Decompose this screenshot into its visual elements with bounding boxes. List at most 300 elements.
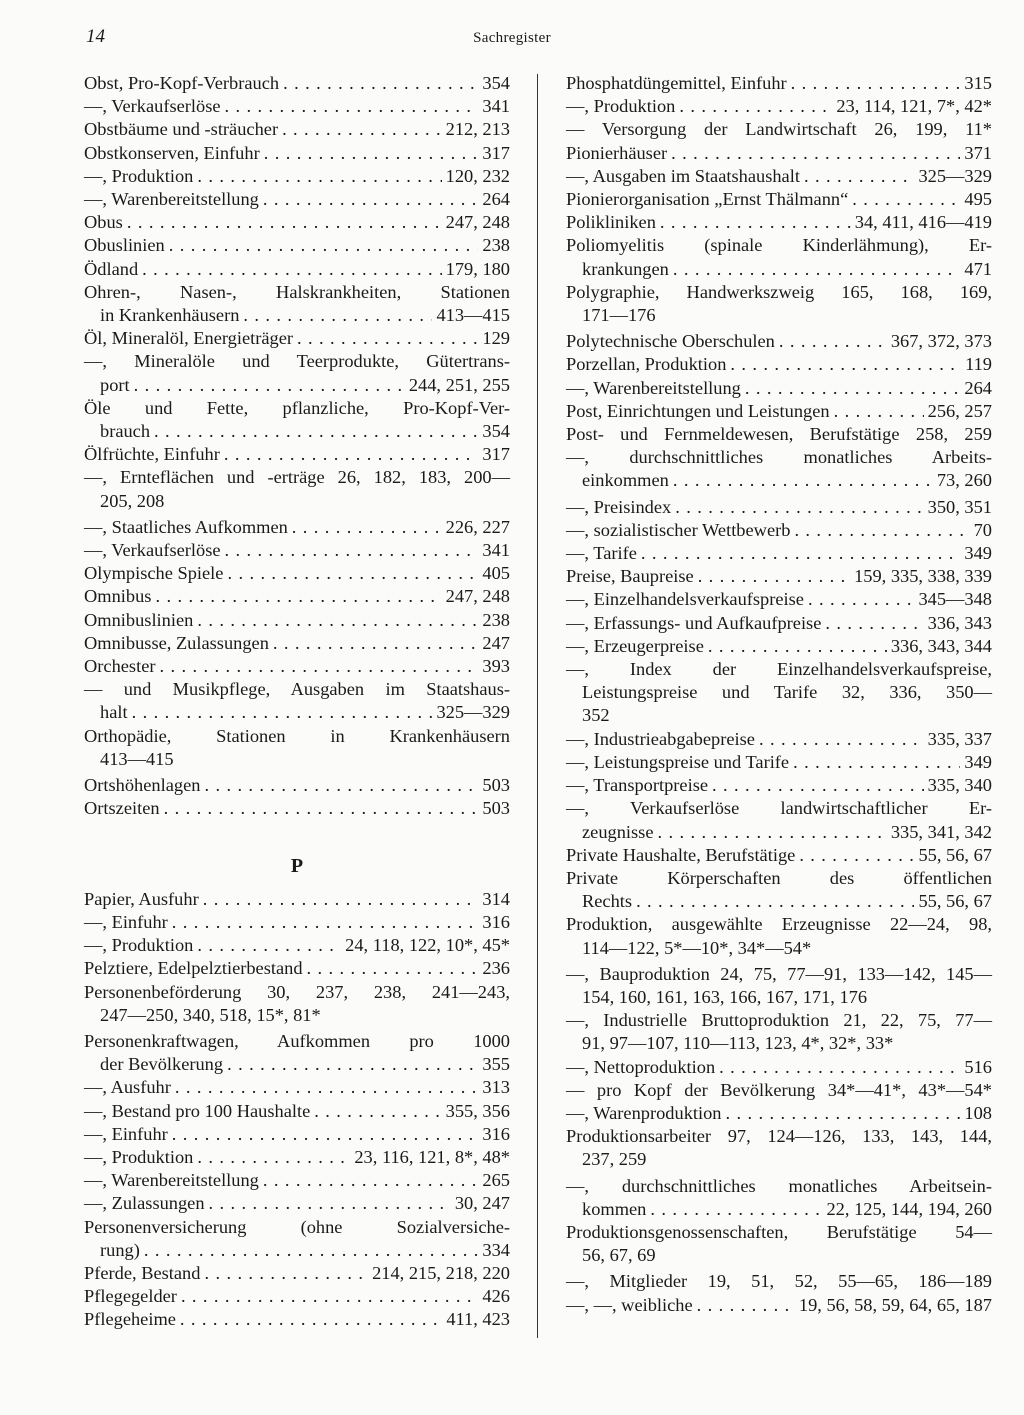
index-entry-line: [84, 701, 510, 724]
dot-leader: [673, 258, 961, 281]
page-references: 516: [964, 1056, 992, 1077]
page-references: 503: [482, 798, 510, 819]
dot-leader: [791, 72, 961, 95]
page-references: 355: [482, 1054, 510, 1075]
index-entry-line: [566, 1198, 992, 1221]
index-term: —, Verkaufserlöse: [84, 96, 221, 117]
dot-leader: [225, 95, 479, 118]
dot-leader: [197, 1146, 350, 1169]
index-entry-line: [84, 632, 510, 655]
index-entry-line: [566, 165, 992, 188]
index-term: Private Haushalte, Berufstätige: [566, 844, 796, 865]
index-term: Ortszeiten: [84, 798, 160, 819]
index-entry-line: [84, 981, 510, 1004]
index-term: Post- und Fernmeldewesen, Berufstätige 258, 259: [566, 424, 992, 445]
index-entry-line: [84, 911, 510, 934]
index-term: Pferde, Bestand: [84, 1262, 201, 1283]
index-entry-line: [566, 1056, 992, 1079]
index-term: Polytechnische Oberschulen: [566, 331, 775, 352]
index-entry: [84, 258, 510, 281]
running-head: Sachregister: [473, 30, 551, 46]
index-entry-line: [84, 678, 510, 701]
index-entry-line: [84, 1308, 510, 1331]
page-references: 315: [964, 73, 992, 93]
page-references: 316: [482, 911, 510, 932]
page-references: 313: [482, 1077, 510, 1098]
column-divider: [537, 74, 538, 1338]
index-entry: [566, 165, 992, 188]
page-references: 317: [482, 142, 510, 163]
dot-leader: [144, 1239, 479, 1262]
index-term: halt: [100, 702, 128, 723]
index-term: einkommen: [582, 470, 669, 491]
index-term: rung): [100, 1239, 140, 1260]
index-entry-line: [566, 330, 992, 353]
index-entry: [84, 466, 510, 512]
index-entry-line: [84, 1262, 510, 1285]
dot-leader: [154, 420, 478, 443]
index-entry: [84, 1100, 510, 1123]
dot-leader: [175, 1076, 479, 1099]
index-term: —, Produktion: [566, 96, 676, 117]
index-term: —, Erzeugerpreise: [566, 635, 704, 656]
index-entry-line: [84, 585, 510, 608]
dot-leader: [273, 632, 478, 655]
dot-leader: [650, 1198, 822, 1221]
index-term: Ödland: [84, 258, 139, 279]
index-entry-line: [84, 1123, 510, 1146]
index-entry-line: [566, 612, 992, 635]
index-term: —, Warenproduktion: [566, 1102, 722, 1123]
index-entry-line: [566, 1221, 992, 1244]
index-entry-line: [566, 913, 992, 936]
index-entry: [84, 72, 510, 95]
index-entry-line: [84, 95, 510, 118]
index-term: 56, 67, 69: [582, 1245, 656, 1266]
index-entry: [84, 725, 510, 771]
index-entry-line: [566, 658, 992, 681]
index-entry: [566, 519, 992, 542]
index-term: Pelztiere, Edelpelztierbestand: [84, 958, 303, 979]
index-term: 91, 97—107, 110—113, 123, 4*, 32*, 33*: [582, 1033, 894, 1054]
page-references: 244, 251, 255: [408, 374, 510, 395]
index-entry: [84, 443, 510, 466]
index-term: —, Verkaufserlöse landwirtschaftlicher Er-: [566, 798, 992, 819]
page-references: 73, 260: [936, 470, 992, 491]
index-entry: [84, 1146, 510, 1169]
page-references: 325—329: [918, 165, 992, 186]
index-term: —, Ausfuhr: [84, 1077, 171, 1098]
index-entry-line: [566, 635, 992, 658]
index-entry: [566, 774, 992, 797]
index-entry: [84, 1216, 510, 1262]
index-entry-line: [566, 377, 992, 400]
index-entry: [566, 1079, 992, 1102]
page-references: 317: [482, 444, 510, 465]
dot-leader: [224, 443, 479, 466]
index-entry: [566, 118, 992, 141]
page-references: 341: [482, 96, 510, 117]
index-entry-line: [84, 1239, 510, 1262]
dot-leader: [264, 142, 479, 165]
index-entry-line: [84, 118, 510, 141]
index-entry-line: [84, 1192, 510, 1215]
page-references: 405: [482, 563, 510, 584]
index-entry-line: [84, 443, 510, 466]
index-term: Produktionsgenossenschaften, Berufstätige 54—: [566, 1221, 992, 1242]
index-entry-line: [566, 844, 992, 867]
index-entry: [566, 142, 992, 165]
index-entry: [84, 632, 510, 655]
index-entry-line: [84, 188, 510, 211]
page-references: 349: [964, 543, 992, 564]
index-entry-line: [84, 258, 510, 281]
index-entry-line: [84, 374, 510, 397]
index-entry-line: [566, 353, 992, 376]
dot-leader: [164, 797, 479, 820]
index-entry-line: [566, 519, 992, 542]
page-references: 120, 232: [445, 165, 510, 186]
page-references: 334: [482, 1239, 510, 1260]
index-entry-line: [566, 496, 992, 519]
dot-leader: [673, 469, 933, 492]
dot-leader: [172, 1123, 479, 1146]
dot-leader: [671, 142, 960, 165]
index-entry: [566, 423, 992, 446]
index-term: Personenversicherung (ohne Sozialversiche-: [84, 1216, 510, 1237]
index-term: Obstbäume und -sträucher: [84, 119, 279, 140]
page-references: 471: [964, 258, 992, 279]
index-entry-line: [566, 1032, 992, 1055]
page-references: 119: [965, 354, 992, 375]
index-entry-line: [566, 400, 992, 423]
page-references: 335, 337: [927, 728, 992, 749]
dot-leader: [292, 516, 442, 539]
page-references: 335, 340: [927, 775, 992, 796]
page-references: 341: [482, 540, 510, 561]
index-entry-line: [566, 72, 992, 95]
index-entry-line: [566, 1244, 992, 1267]
index-entry: [566, 1102, 992, 1125]
index-entry: [84, 774, 510, 797]
index-entry: [566, 728, 992, 751]
index-entry: [84, 1308, 510, 1331]
dot-leader: [203, 888, 479, 911]
page-references: 354: [482, 421, 510, 442]
index-entry: [84, 1285, 510, 1308]
index-term: —, Produktion: [84, 935, 194, 956]
index-entry-line: [84, 327, 510, 350]
page-references: 24, 118, 122, 10*, 45*: [345, 935, 510, 956]
index-entry: [84, 281, 510, 327]
index-entry: [566, 867, 992, 913]
index-term: Öl, Mineralöl, Energieträger: [84, 328, 294, 349]
index-term: —, Warenbereitstellung: [566, 377, 741, 398]
page-references: 23, 114, 121, 7*, 42*: [836, 96, 992, 117]
index-term: Pflegegelder: [84, 1286, 177, 1307]
index-entry: [84, 188, 510, 211]
index-term: — und Musikpflege, Ausgaben im Staatshaus-: [84, 679, 510, 700]
index-entry: [84, 609, 510, 632]
dot-leader: [808, 588, 914, 611]
index-term: Omnibus: [84, 586, 152, 607]
dot-leader: [794, 519, 969, 542]
index-entry-line: [84, 1004, 510, 1027]
dot-leader: [142, 258, 441, 281]
index-entry-line: [566, 1079, 992, 1102]
dot-leader: [307, 957, 479, 980]
index-term: —, Verkaufserlöse: [84, 540, 221, 561]
dot-leader: [282, 118, 442, 141]
index-entry-line: [84, 516, 510, 539]
dot-leader: [172, 911, 479, 934]
dot-leader: [197, 609, 478, 632]
index-entry-line: [566, 258, 992, 281]
index-term: —, Tarife: [566, 543, 637, 564]
index-term: Ölfrüchte, Einfuhr: [84, 444, 220, 465]
index-term: —, durchschnittliches monatliches Arbeitsein-: [566, 1175, 992, 1196]
index-term: Phosphatdüngemittel, Einfuhr: [566, 73, 787, 93]
page-references: 23, 116, 121, 8*, 48*: [354, 1146, 510, 1167]
index-term: —, Zulassungen: [84, 1193, 205, 1214]
dot-leader: [730, 353, 961, 376]
index-entry: [84, 539, 510, 562]
index-entry-line: [84, 281, 510, 304]
page-references: 19, 56, 58, 59, 64, 65, 187: [798, 1294, 992, 1315]
page-references: 236: [482, 958, 510, 979]
index-term: —, Preisindex: [566, 496, 672, 517]
index-entry-line: [566, 774, 992, 797]
page-references: 108: [964, 1102, 992, 1123]
page-references: 55, 56, 67: [918, 891, 992, 912]
page-references: 34, 411, 416—419: [854, 212, 992, 233]
page-number: 14: [86, 26, 105, 47]
index-term: 237, 259: [582, 1149, 647, 1170]
index-entry: [84, 118, 510, 141]
index-entry: [566, 95, 992, 118]
index-entry: [84, 516, 510, 539]
index-entry-line: [84, 1053, 510, 1076]
page-references: 350, 351: [927, 496, 992, 517]
page-references: 247, 248: [445, 586, 510, 607]
page-references: 226, 227: [445, 516, 510, 537]
index-entry-line: [566, 890, 992, 913]
page-references: 345—348: [918, 589, 992, 610]
page-references: 335, 341, 342: [890, 821, 992, 842]
page-references: 264: [482, 189, 510, 210]
index-term: —, Mitglieder 19, 51, 52, 55—65, 186—189: [566, 1271, 992, 1292]
page-references: 495: [964, 189, 992, 210]
dot-leader: [155, 585, 441, 608]
index-entry-line: [566, 423, 992, 446]
index-term: —, Produktion: [84, 165, 194, 186]
index-term: Papier, Ausfuhr: [84, 888, 199, 909]
index-term: Omnibusse, Zulassungen: [84, 632, 269, 653]
page-references: 336, 343: [927, 612, 992, 633]
dot-leader: [641, 542, 961, 565]
index-term: Obuslinien: [84, 235, 165, 256]
page-references: 325—329: [436, 702, 510, 723]
index-entry-line: [566, 1125, 992, 1148]
index-term: Porzellan, Produktion: [566, 354, 727, 375]
index-term: Omnibuslinien: [84, 609, 194, 630]
index-entry: [566, 446, 992, 492]
index-entry-line: [84, 748, 510, 771]
index-term: zeugnisse: [582, 821, 654, 842]
index-term: Obstkonserven, Einfuhr: [84, 142, 260, 163]
index-entry-line: [566, 1009, 992, 1032]
index-term: Obst, Pro-Kopf-Verbrauch: [84, 73, 280, 93]
dot-leader: [227, 1053, 478, 1076]
index-entry-line: [566, 867, 992, 890]
index-term: Pionierhäuser: [566, 142, 668, 163]
index-entry: [84, 1030, 510, 1076]
page-references: 238: [482, 609, 510, 630]
page-references: 413—415: [436, 305, 510, 326]
index-entry: [84, 1123, 510, 1146]
page-references: 367, 372, 373: [890, 331, 992, 352]
dot-leader: [204, 774, 478, 797]
dot-leader: [159, 655, 478, 678]
index-term: Ortshöhenlagen: [84, 775, 201, 796]
index-entry: [84, 678, 510, 724]
index-entry: [566, 963, 992, 1009]
dot-leader: [697, 1294, 795, 1317]
page-references: 214, 215, 218, 220: [372, 1262, 510, 1283]
page-references: 411, 423: [446, 1309, 510, 1330]
index-entry-line: [84, 957, 510, 980]
index-term: Obus: [84, 212, 123, 233]
dot-leader: [134, 374, 405, 397]
dot-leader: [745, 377, 961, 400]
page-references: 247, 248: [445, 212, 510, 233]
index-term: —, Industrieabgabepreise: [566, 728, 755, 749]
index-entry-line: [84, 725, 510, 748]
index-term: Private Körperschaften des öffentlichen: [566, 867, 992, 888]
index-term: —, Einfuhr: [84, 1123, 168, 1144]
index-entry-line: [566, 211, 992, 234]
index-term: —, Ausgaben im Staatshaushalt: [566, 165, 800, 186]
page-references: 336, 343, 344: [890, 635, 992, 656]
index-term: Personenkraftwagen, Aufkommen pro 1000: [84, 1030, 510, 1051]
index-entry-line: [566, 986, 992, 1009]
page-references: 238: [482, 235, 510, 256]
index-entry-line: [84, 72, 510, 95]
page-references: 393: [482, 656, 510, 677]
index-entry-line: [84, 420, 510, 443]
index-term: —, Leistungspreise und Tarife: [566, 751, 790, 772]
page-references: 355, 356: [445, 1100, 510, 1121]
page-references: 30, 247: [454, 1193, 510, 1214]
index-entry: [566, 1056, 992, 1079]
index-entry: [84, 562, 510, 585]
index-entry: [566, 751, 992, 774]
index-term: 247—250, 340, 518, 15*, 81*: [100, 1004, 321, 1025]
index-entry: [566, 1009, 992, 1055]
page-references: 55, 56, 67: [918, 844, 992, 865]
index-entry: [84, 327, 510, 350]
index-entry: [84, 1076, 510, 1099]
index-term: brauch: [100, 421, 151, 442]
index-entry: [566, 1175, 992, 1221]
index-entry: [566, 844, 992, 867]
page-references: 354: [482, 73, 510, 93]
dot-leader: [181, 1285, 478, 1308]
index-term: —, Produktion: [84, 1146, 194, 1167]
index-entry: [84, 655, 510, 678]
index-entry-line: [566, 797, 992, 820]
index-term: —, Ernteflächen und -erträge 26, 182, 183, 200—: [84, 467, 510, 488]
index-term: Ohren-, Nasen-, Halskrankheiten, Stationen: [84, 281, 510, 302]
dot-leader: [852, 188, 960, 211]
index-entry-line: [566, 304, 992, 327]
index-entry: [84, 142, 510, 165]
index-entry: [566, 612, 992, 635]
index-entry: [84, 1169, 510, 1192]
dot-leader: [283, 72, 478, 95]
index-entry: [566, 234, 992, 280]
dot-leader: [825, 612, 923, 635]
index-term: Orthopädie, Stationen in Krankenhäusern: [84, 725, 510, 746]
index-entry: [566, 330, 992, 353]
dot-leader: [834, 400, 924, 423]
index-term: port: [100, 374, 130, 395]
dot-leader: [297, 327, 478, 350]
dot-leader: [726, 1102, 961, 1125]
index-entry: [84, 797, 510, 820]
index-entry-line: [566, 1102, 992, 1125]
index-entry-line: [84, 609, 510, 632]
index-entry-line: [566, 95, 992, 118]
index-entry-line: [84, 142, 510, 165]
dot-leader: [793, 751, 960, 774]
index-term: der Bevölkerung: [100, 1054, 224, 1075]
index-term: —, —, weibliche: [566, 1294, 693, 1315]
index-term: —, Mineralöle und Teerprodukte, Gütertrans-: [84, 351, 510, 372]
index-entry: [566, 1294, 992, 1317]
index-entry-line: [566, 588, 992, 611]
index-entry: [84, 911, 510, 934]
index-term: —, Nettoproduktion: [566, 1056, 716, 1077]
index-entry-line: [566, 1148, 992, 1171]
page-references: 22, 125, 144, 194, 260: [826, 1198, 992, 1219]
dot-leader: [204, 1262, 368, 1285]
page-references: 129: [482, 328, 510, 349]
page-references: 371: [964, 142, 992, 163]
index-entry-line: [566, 118, 992, 141]
index-entry-line: [566, 1175, 992, 1198]
index-term: —, Transportpreise: [566, 775, 709, 796]
dot-leader: [263, 188, 479, 211]
index-term: Pflegeheime: [84, 1309, 176, 1330]
index-entry-line: [566, 751, 992, 774]
index-column-left: [84, 72, 510, 1332]
page-references: 212, 213: [445, 119, 510, 140]
index-entry-line: [566, 1270, 992, 1293]
index-entry-line: [84, 1030, 510, 1053]
index-term: —, Staatliches Aufkommen: [84, 516, 288, 537]
index-term: —, sozialistischer Wettbewerb: [566, 519, 791, 540]
dot-leader: [227, 562, 478, 585]
index-entry: [84, 1192, 510, 1215]
index-entry: [566, 353, 992, 376]
index-entry-line: [566, 937, 992, 960]
index-entry-line: [84, 350, 510, 373]
dot-leader: [225, 539, 479, 562]
index-entry: [566, 72, 992, 95]
index-entry: [84, 350, 510, 396]
index-entry-line: [566, 542, 992, 565]
